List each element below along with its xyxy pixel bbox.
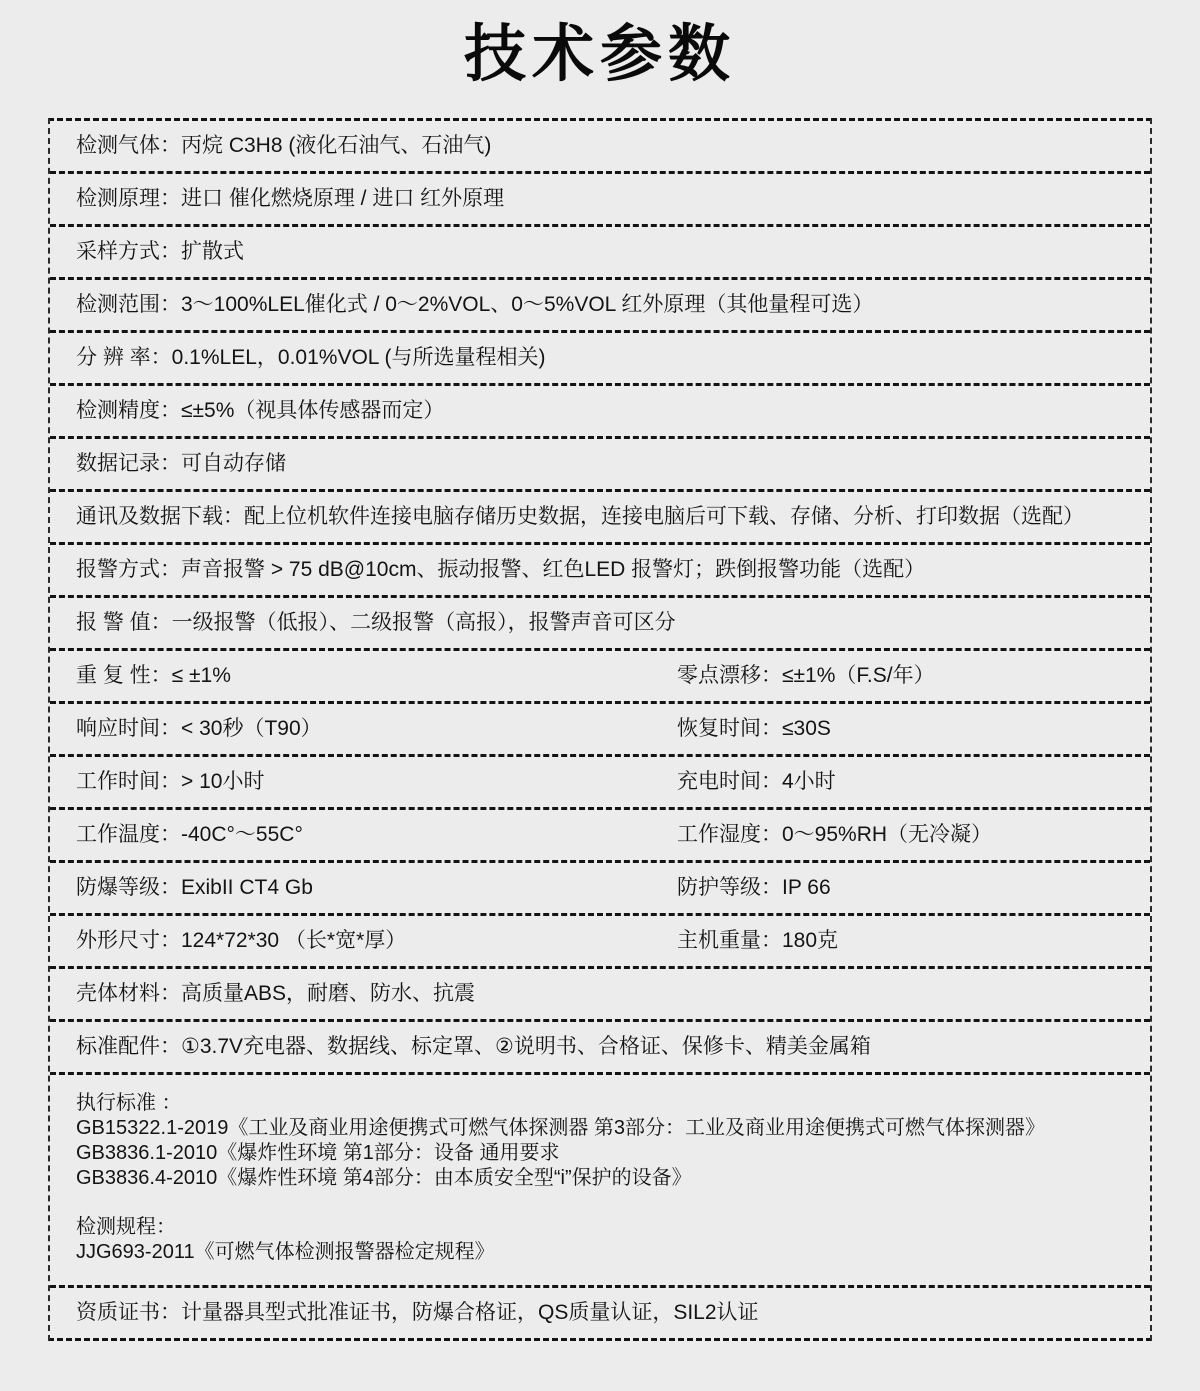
label-separator: ： xyxy=(160,452,181,475)
spec-cell xyxy=(76,239,244,265)
standards-line: GB3836.1-2010《爆炸性环境 第1部分：设备 通用要求 xyxy=(76,1142,560,1164)
spec-value: ExibII CT4 Gb xyxy=(181,876,313,899)
spec-label: 检测范围 xyxy=(76,293,160,316)
label-separator: ： xyxy=(761,717,782,740)
label-separator: ： xyxy=(160,240,181,263)
spec-value: -40C°～55C° xyxy=(181,823,303,846)
spec-row xyxy=(50,1285,1150,1338)
spec-label: 数据记录 xyxy=(76,452,160,475)
label-separator: ： xyxy=(160,982,181,1005)
spec-cell xyxy=(677,875,831,901)
spec-row xyxy=(50,860,1150,913)
spec-value: ≤±5%（视具体传感器而定） xyxy=(181,399,445,422)
spec-label: 采样方式 xyxy=(76,240,160,263)
spec-label: 检测精度 xyxy=(76,399,160,422)
spec-value: ①3.7V充电器、数据线、标定罩、②说明书、合格证、保修卡、精美金属箱 xyxy=(181,1035,871,1058)
spec-cell xyxy=(76,1034,871,1060)
spec-row xyxy=(50,489,1150,542)
label-separator: ： xyxy=(160,293,181,316)
spec-cell xyxy=(677,769,836,795)
spec-label: 标准配件 xyxy=(76,1035,160,1058)
spec-value: ≤ ±1% xyxy=(171,664,231,687)
spec-cell xyxy=(76,822,303,848)
spec-value: 一级报警（低报）、二级报警（高报），报警声音可区分 xyxy=(171,611,676,634)
label-separator: ： xyxy=(150,346,172,369)
spec-row xyxy=(50,807,1150,860)
spec-cell xyxy=(76,345,546,371)
spec-label: 零点漂移 xyxy=(677,664,761,687)
spec-row xyxy=(50,121,1150,171)
spec-cell xyxy=(76,769,264,795)
label-separator: ： xyxy=(761,876,782,899)
spec-value: 3～100%LEL催化式 / 0～2%VOL、0～5%VOL 红外原理（其他量程可选） xyxy=(181,293,874,316)
spec-cell xyxy=(76,716,322,742)
spec-row xyxy=(50,701,1150,754)
spec-label: 外形尺寸 xyxy=(76,929,160,952)
spec-cell xyxy=(76,133,491,159)
standards-line: JJG693-2011《可燃气体检测报警器检定规程》 xyxy=(76,1241,495,1263)
standards-line: GB15322.1-2019《工业及商业用途便携式可燃气体探测器 第3部分：工业及商业用途便携式可燃气体探测器》 xyxy=(76,1117,1046,1139)
label-separator: ： xyxy=(160,134,181,157)
spec-value: 进口 催化燃烧原理 / 进口 红外原理 xyxy=(181,187,505,210)
spec-value: 配上位机软件连接电脑存储历史数据，连接电脑后可下载、存储、分析、打印数据（选配） xyxy=(244,505,1084,528)
spec-value: 扩散式 xyxy=(181,240,244,263)
spec-value: 计量器具型式批准证书，防爆合格证，QS质量认证，SIL2认证 xyxy=(181,1301,759,1324)
spec-value: < 30秒（T90） xyxy=(181,717,322,740)
standards-line: GB3836.4-2010《爆炸性环境 第4部分：由本质安全型“i”保护的设备》 xyxy=(76,1167,692,1189)
spec-label: 资质证书 xyxy=(76,1301,160,1324)
standards-group xyxy=(76,1215,1140,1265)
spec-row xyxy=(50,224,1150,277)
spec-row xyxy=(50,754,1150,807)
label-separator: ： xyxy=(150,611,172,634)
spec-value: 可自动存储 xyxy=(181,452,286,475)
spec-cell xyxy=(76,398,444,424)
label-separator: ： xyxy=(160,770,181,793)
spec-label: 工作时间 xyxy=(76,770,160,793)
spec-row xyxy=(50,542,1150,595)
standards-group xyxy=(76,1091,1140,1191)
spec-row xyxy=(50,383,1150,436)
spec-label: 工作温度 xyxy=(76,823,160,846)
spec-label: 检测气体 xyxy=(76,134,160,157)
spec-cell xyxy=(677,716,831,742)
spec-label: 充电时间 xyxy=(677,770,761,793)
spec-label: 工作湿度 xyxy=(677,823,761,846)
spec-value: > 10小时 xyxy=(181,770,265,793)
spec-value: 0～95%RH（无冷凝） xyxy=(782,823,993,846)
label-separator: ： xyxy=(761,823,782,846)
label-separator: ： xyxy=(150,664,172,687)
spec-label: 防护等级 xyxy=(677,876,761,899)
spec-row xyxy=(50,436,1150,489)
spec-value: ≤30S xyxy=(782,717,831,740)
spec-cell xyxy=(76,292,873,318)
spec-cell xyxy=(677,822,992,848)
spec-table xyxy=(48,118,1152,1341)
spec-value: 4小时 xyxy=(782,770,836,793)
spec-label: 壳体材料 xyxy=(76,982,160,1005)
spec-cell xyxy=(76,504,1084,530)
label-separator: ： xyxy=(761,929,782,952)
page-title: 技术参数 xyxy=(463,20,736,89)
spec-value: 180克 xyxy=(782,929,839,952)
spec-label: 响应时间 xyxy=(76,717,160,740)
spec-value: 声音报警 > 75 dB@10cm、振动报警、红色LED 报警灯；跌倒报警功能（选配） xyxy=(181,558,926,581)
spec-cell xyxy=(76,186,504,212)
spec-value: 0.1%LEL，0.01%VOL (与所选量程相关) xyxy=(171,346,546,369)
spec-row xyxy=(50,966,1150,1019)
spec-value: 高质量ABS，耐磨、防水、抗震 xyxy=(181,982,476,1005)
spec-label: 分 辨 率 xyxy=(76,346,151,369)
label-separator: ： xyxy=(160,717,181,740)
spec-row xyxy=(50,330,1150,383)
spec-row-standards xyxy=(50,1072,1150,1285)
spec-label: 恢复时间 xyxy=(677,717,761,740)
label-separator: ： xyxy=(160,558,181,581)
spec-cell xyxy=(76,875,313,901)
spec-cell xyxy=(76,1300,759,1326)
label-separator: ： xyxy=(160,876,181,899)
spec-cell xyxy=(76,928,406,954)
spec-row xyxy=(50,595,1150,648)
label-separator: ： xyxy=(160,823,181,846)
spec-cell xyxy=(76,610,676,636)
spec-cell xyxy=(76,557,925,583)
spec-label: 防爆等级 xyxy=(76,876,160,899)
spec-value: 丙烷 C3H8 (液化石油气、石油气) xyxy=(181,134,492,157)
spec-row xyxy=(50,277,1150,330)
spec-label: 通讯及数据下载 xyxy=(76,505,223,528)
label-separator: ： xyxy=(160,929,181,952)
label-separator: ： xyxy=(160,187,181,210)
spec-row xyxy=(50,648,1150,701)
spec-value: IP 66 xyxy=(782,876,831,899)
spec-label: 重 复 性 xyxy=(76,664,151,687)
label-separator: ： xyxy=(160,1301,181,1324)
spec-value: 124*72*30 （长*宽*厚） xyxy=(181,929,407,952)
spec-cell xyxy=(76,451,286,477)
standards-heading: 检测规程： xyxy=(76,1216,176,1238)
spec-label: 检测原理 xyxy=(76,187,160,210)
spec-row xyxy=(50,1019,1150,1072)
standards-heading: 执行标准 ： xyxy=(76,1092,182,1114)
spec-cell xyxy=(76,663,231,689)
spec-row xyxy=(50,913,1150,966)
spec-label: 报 警 值 xyxy=(76,611,151,634)
label-separator: ： xyxy=(160,1035,181,1058)
spec-row xyxy=(50,171,1150,224)
spec-cell xyxy=(677,928,838,954)
label-separator: ： xyxy=(761,770,782,793)
spec-label: 主机重量 xyxy=(677,929,761,952)
label-separator: ： xyxy=(223,505,244,528)
label-separator: ： xyxy=(761,664,782,687)
spec-label: 报警方式 xyxy=(76,558,160,581)
spec-cell xyxy=(76,981,475,1007)
spec-cell xyxy=(677,663,935,689)
spec-value: ≤±1%（F.S/年） xyxy=(782,664,935,687)
label-separator: ： xyxy=(160,399,181,422)
